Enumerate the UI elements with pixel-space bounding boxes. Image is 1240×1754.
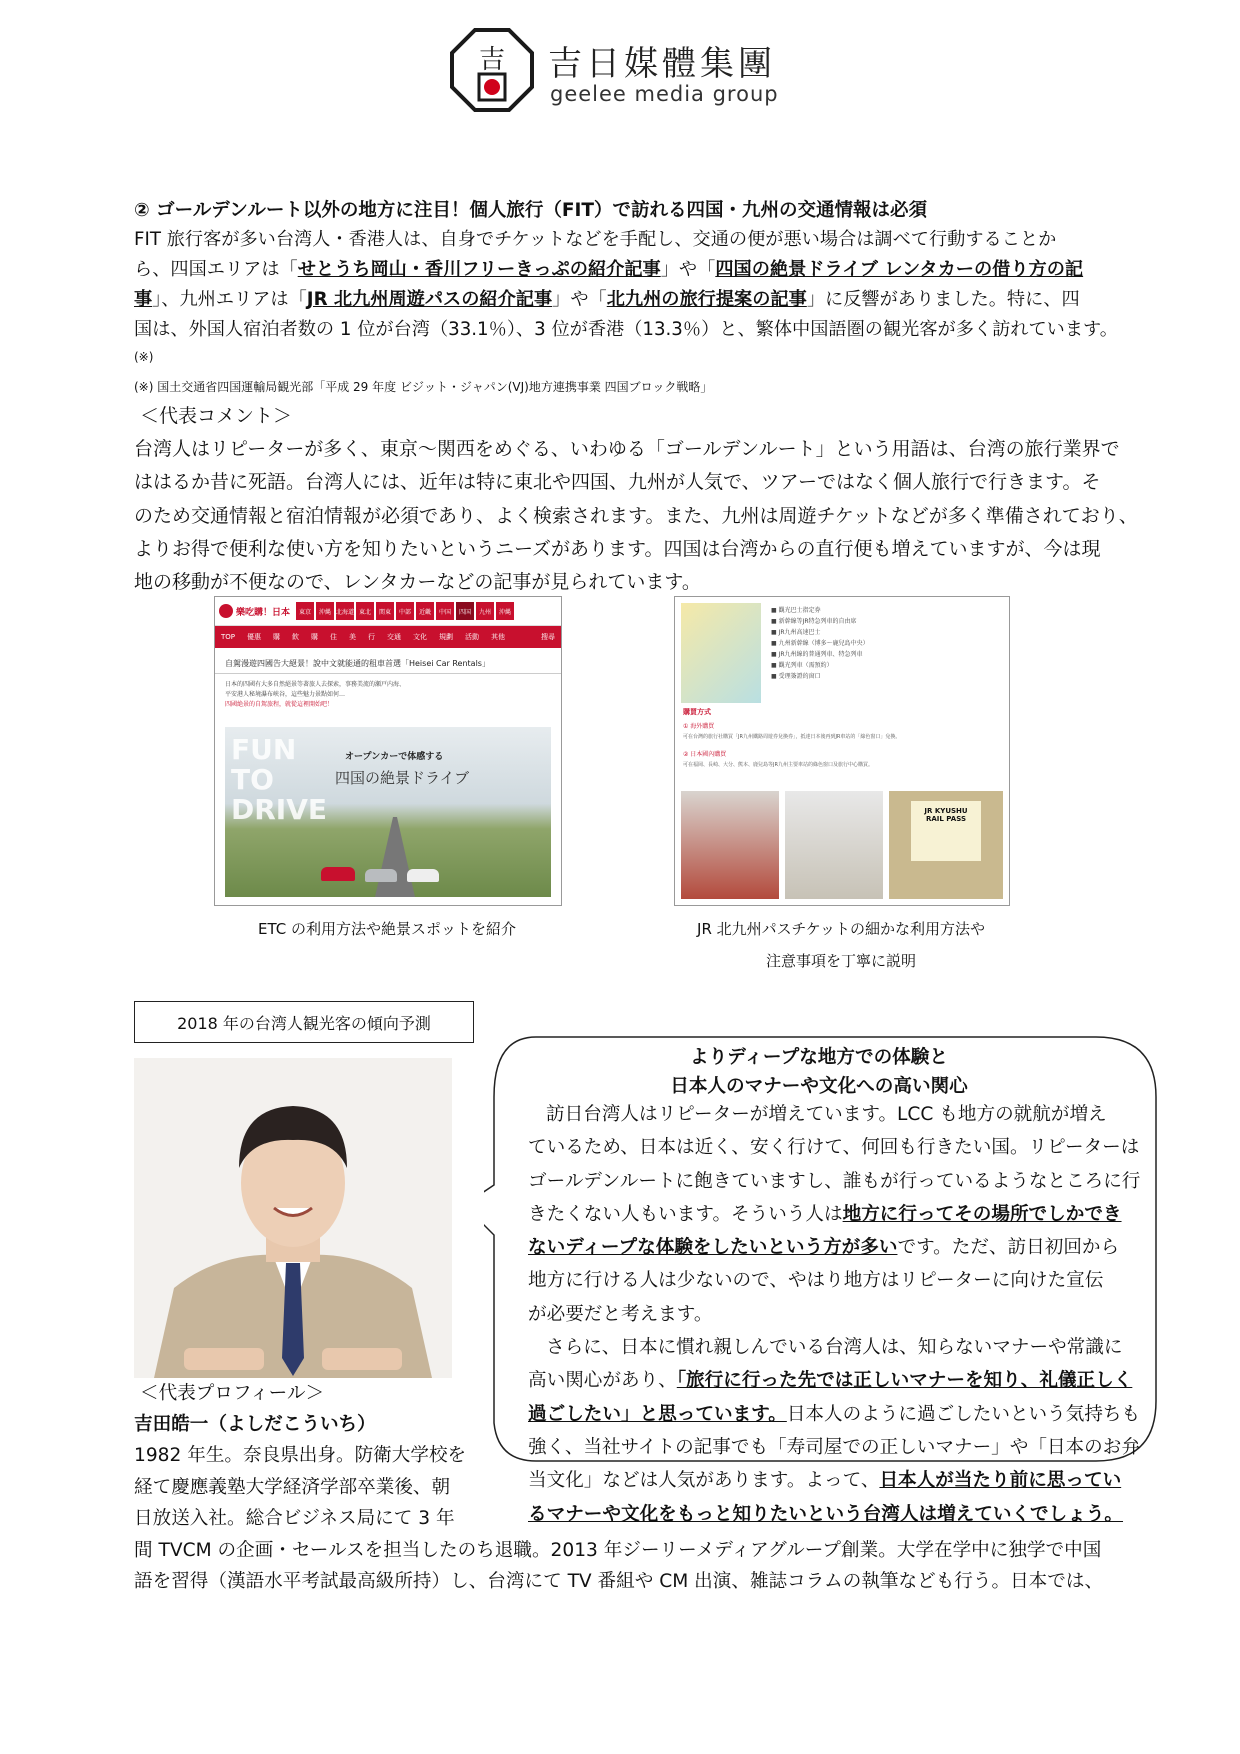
link-setouchi-pass-article[interactable]: せとうち岡山・香川フリーきっぷの紹介記事 bbox=[297, 259, 661, 280]
pass-ticket-image bbox=[681, 603, 761, 703]
bio-line: 日放送入社。総合ビジネス局にて 3 年 bbox=[134, 1508, 455, 1529]
forecast-label-box: 2018 年の台湾人観光客の傾向予測 bbox=[134, 1001, 474, 1043]
ticket-office-photo bbox=[681, 791, 779, 899]
screenshot-kyushu-pass-article bbox=[674, 596, 1010, 906]
bubble-body: 訪日台湾人はリピーターが増えています。LCC も地方の就航が増え ているため、日本は近く、安く行けて、何回も行きたい国。リピーターは ゴールデンルートに飽きていますし、誰もが行っているようなところに行 きたくない人もいます。そういう人は地方に行ってその場所でしかでき ないディープな体験をしたいという方が多いです。ただ、訪日初回から 地方に行ける人は少ないので、やはり地方はリピーターに向けた宣伝 が必要だと考えます。 さらに、日本に慣れ親しんでいる台湾人は、知らないマナーや常識に 高い関心があり、「旅行に行った先では正しいマナーを知り、礼儀正しく 過ごしたい」と思っています。日本人のように過ごしたいという気持ちも 強く、当社サイトの記事でも「寿司屋での正しいマナー」や「日本のお弁 当文化」などは人気があります。よって、日本人が当たり前に思ってい るマナーや文化をもっと知りたいという台湾人は増えていくでしょう。 bbox=[528, 1104, 1141, 1525]
menu-item[interactable]: 活動 bbox=[465, 633, 480, 641]
para-line-2: ら、四国エリアは「せとうち岡山・香川フリーきっぷの紹介記事」や「四国の絶景ドライブ レンタカーの借り方の記 bbox=[134, 259, 1084, 280]
profile-bio bbox=[134, 1440, 1103, 1598]
form-photo bbox=[785, 791, 883, 899]
profile-name: 吉田皓一（よしだこういち） bbox=[134, 1414, 376, 1435]
usage-item: ■ 九州新幹線（博多～鹿兒島中央） bbox=[771, 640, 869, 647]
caption-right-line2: 注意事項を丁寧に説明 bbox=[765, 952, 916, 970]
comment-line: のため交通情報と宿泊情報が必須であり、よく検索されます。また、九州は周遊チケットなどが多く準備されており、 bbox=[134, 504, 1138, 527]
region-tab-active[interactable]: 四国 bbox=[456, 602, 474, 620]
comment-line: よりお得で便利な使い方を知りたいというニーズがあります。四国は台湾からの直行便も増えていますが、今は現 bbox=[134, 537, 1101, 560]
note-mark: (※) bbox=[134, 350, 154, 364]
usage-item: ■ 觀光巴士指定券 bbox=[771, 607, 821, 614]
comment-line: 地の移動が不便なので、レンタカーなどの記事が見られています。 bbox=[134, 571, 701, 594]
caption-right-line1: JR 北九州パスチケットの細かな利用方法や bbox=[697, 920, 985, 938]
region-tab[interactable]: 中部 bbox=[396, 602, 414, 620]
body-line: 日本的四國有大多自然絕景等著旅人去探索，事務美流的瀬戸内海、 bbox=[225, 681, 406, 688]
usage-item: ■ 新幹線等JR特急列車的自由席 bbox=[771, 618, 857, 625]
section-title: ② ゴールデンルート以外の地方に注目！個人旅行（FIT）で訪れる四国・九州の交通情報は必須 bbox=[134, 200, 928, 221]
profile-heading: ＜代表プロフィール＞ bbox=[140, 1383, 325, 1404]
purchase-sub1-text: 可在台灣的旅行社購買「JR九州鐵路周遊券兌換券」，抵達日本後再到JR車站的「綠色窗口」兌換。 bbox=[683, 734, 901, 740]
white-car-shape bbox=[407, 869, 439, 882]
usage-item: ■ 觀光列車（需預約） bbox=[771, 662, 833, 669]
red-car-shape bbox=[321, 867, 355, 881]
menu-item[interactable]: 優惠 bbox=[247, 633, 262, 641]
body-line: 平安港人秘境瀑布峡谷，這些魅力景點如何… bbox=[225, 691, 346, 698]
banner-subtitle: オープンカーで体感する bbox=[345, 752, 444, 762]
region-tab[interactable]: 中国 bbox=[436, 602, 454, 620]
site-logo-icon bbox=[219, 604, 233, 618]
ceo-portrait-photo bbox=[134, 1058, 452, 1378]
bio-line: 間 TVCM の企画・セールスを担当したのち退職。2013 年ジーリーメディアグループ創業。大学在学中に独学で中国 bbox=[134, 1539, 1102, 1561]
usage-item: ■ JR九州線的普通列車、特急列車 bbox=[771, 651, 863, 658]
menu-search[interactable]: 搜尋 bbox=[541, 633, 555, 641]
rail-pass-photo bbox=[889, 791, 1003, 899]
menu-item[interactable]: 飲 bbox=[292, 633, 300, 641]
region-tab[interactable]: 九州 bbox=[476, 602, 494, 620]
menu-item[interactable]: 交通 bbox=[387, 633, 402, 641]
menu-item[interactable]: 文化 bbox=[413, 633, 428, 641]
bubble-heading-1: よりディープな地方での体験と bbox=[690, 1047, 948, 1068]
bubble-heading-2: 日本人のマナーや文化への高い関心 bbox=[670, 1076, 968, 1097]
menu-item[interactable]: 規劃 bbox=[439, 633, 454, 641]
drive-banner-image bbox=[225, 727, 551, 897]
banner-title: 四国の絶景ドライブ bbox=[335, 769, 470, 787]
purchase-sub2: ② 日本國內購買 bbox=[683, 751, 727, 758]
banner-fun-to-drive: FUN TO DRIVE bbox=[231, 733, 328, 826]
caption-left: ETC の利用方法や絶景スポットを紹介 bbox=[257, 920, 516, 938]
menu-item[interactable]: 購 bbox=[273, 633, 281, 641]
comment-line: 台湾人はリピーターが多く、東京～関西をめぐる、いわゆる「ゴールデンルート」という用語は、台湾の旅行業界で bbox=[134, 438, 1120, 460]
purchase-heading: 購買方式 bbox=[683, 708, 711, 716]
para-line-1: FIT 旅行客が多い台湾人・香港人は、自身でチケットなどを手配し、交通の便が悪い場合は調べて行動することか bbox=[134, 229, 1057, 250]
link-shikoku-drive-article[interactable]: 四国の絶景ドライブ レンタカーの借り方の記 bbox=[715, 259, 1084, 280]
comment-body bbox=[134, 433, 1138, 599]
body-line: 四國絶景的自駕旅程，就從這裡開始吧！ bbox=[225, 701, 334, 708]
footnote: (※) 国土交通省四国運輸局観光部「平成 29 年度 ビジット・ジャパン(VJ)地方連携事業 四国ブロック戦略」 bbox=[134, 380, 713, 394]
region-tab[interactable]: 近畿 bbox=[416, 602, 434, 620]
site-name: 樂吃購！日本 bbox=[236, 607, 291, 618]
link-kyushu-trip-article[interactable]: 北九州の旅行提案の記事 bbox=[606, 289, 807, 310]
comment-line: ははるか昔に死語。台湾人には、近年は特に東北や四国、九州が人気で、ツアーではなく個人旅行で行きます。そ bbox=[134, 471, 1101, 494]
menu-item[interactable]: 其他 bbox=[491, 633, 506, 641]
logo-subtitle: geelee media group bbox=[550, 82, 779, 106]
region-tab[interactable]: 沖縄 bbox=[316, 602, 334, 620]
para-line-4: 国は、外国人宿泊者数の 1 位が台湾（33.1％）、3 位が香港（13.3％）と、繁体中国語圏の観光客が多く訪れています。 bbox=[134, 319, 1118, 340]
bio-line: 語を習得（漢語水平考試最高級所持）し、台湾にて TV 番組や CM 出演、雑誌コラムの執筆なども行う。日本では、 bbox=[134, 1571, 1104, 1592]
road-shape bbox=[375, 817, 415, 897]
usage-list bbox=[771, 605, 869, 682]
menu-item[interactable]: 美 bbox=[349, 633, 357, 641]
comment-heading: ＜代表コメント＞ bbox=[140, 405, 293, 427]
para-line-3: 事」、九州エリアは「JR 北九州周遊パスの紹介記事」や「北九州の旅行提案の記事」に反響がありました。特に、四 bbox=[134, 289, 1080, 310]
company-logo-mark bbox=[450, 28, 534, 112]
purchase-sub2-text: 可在福岡、長崎、大分、熊本、鹿兒島等JR九州主要車站的綠色窗口及旅行中心購買。 bbox=[683, 762, 873, 768]
article-body bbox=[215, 674, 561, 716]
bio-line: 経て慶應義塾大学経済学部卒業後、朝 bbox=[134, 1476, 451, 1498]
screenshot-rental-car-article bbox=[214, 596, 562, 906]
link-kyushu-pass-article[interactable]: JR 北九州周遊パスの紹介記事 bbox=[306, 289, 553, 310]
region-tab[interactable]: 沖縄 bbox=[496, 602, 514, 620]
rail-pass-card: JR KYUSHU RAIL PASS bbox=[911, 801, 981, 861]
menu-item[interactable]: 行 bbox=[368, 633, 376, 641]
menu-item[interactable]: 購 bbox=[311, 633, 319, 641]
article-headline: 自駕漫遊四國告大絕景！說中文就能通的租車首選「Heisei Car Rentals」 bbox=[215, 648, 561, 674]
region-tab[interactable]: 関東 bbox=[376, 602, 394, 620]
silver-car-shape bbox=[365, 869, 397, 882]
usage-item: ■ 受理簽證的窗口 bbox=[771, 673, 821, 680]
region-nav bbox=[296, 602, 516, 620]
menu-item[interactable]: 住 bbox=[330, 633, 338, 641]
purchase-sub1: ① 海外購買 bbox=[683, 723, 715, 730]
region-tab[interactable]: 東北 bbox=[356, 602, 374, 620]
logo-name: 吉日媒體集團 bbox=[548, 44, 776, 84]
site-menu-bar bbox=[215, 626, 561, 648]
region-tab[interactable]: 東京 bbox=[296, 602, 314, 620]
region-tab[interactable]: 北海道 bbox=[336, 602, 354, 620]
menu-item[interactable]: TOP bbox=[221, 633, 236, 641]
bio-line: 1982 年生。奈良県出身。防衛大学校を bbox=[134, 1445, 467, 1466]
svg-text:吉: 吉 bbox=[478, 45, 506, 75]
usage-item: ■ JR九州高速巴士 bbox=[771, 629, 821, 636]
